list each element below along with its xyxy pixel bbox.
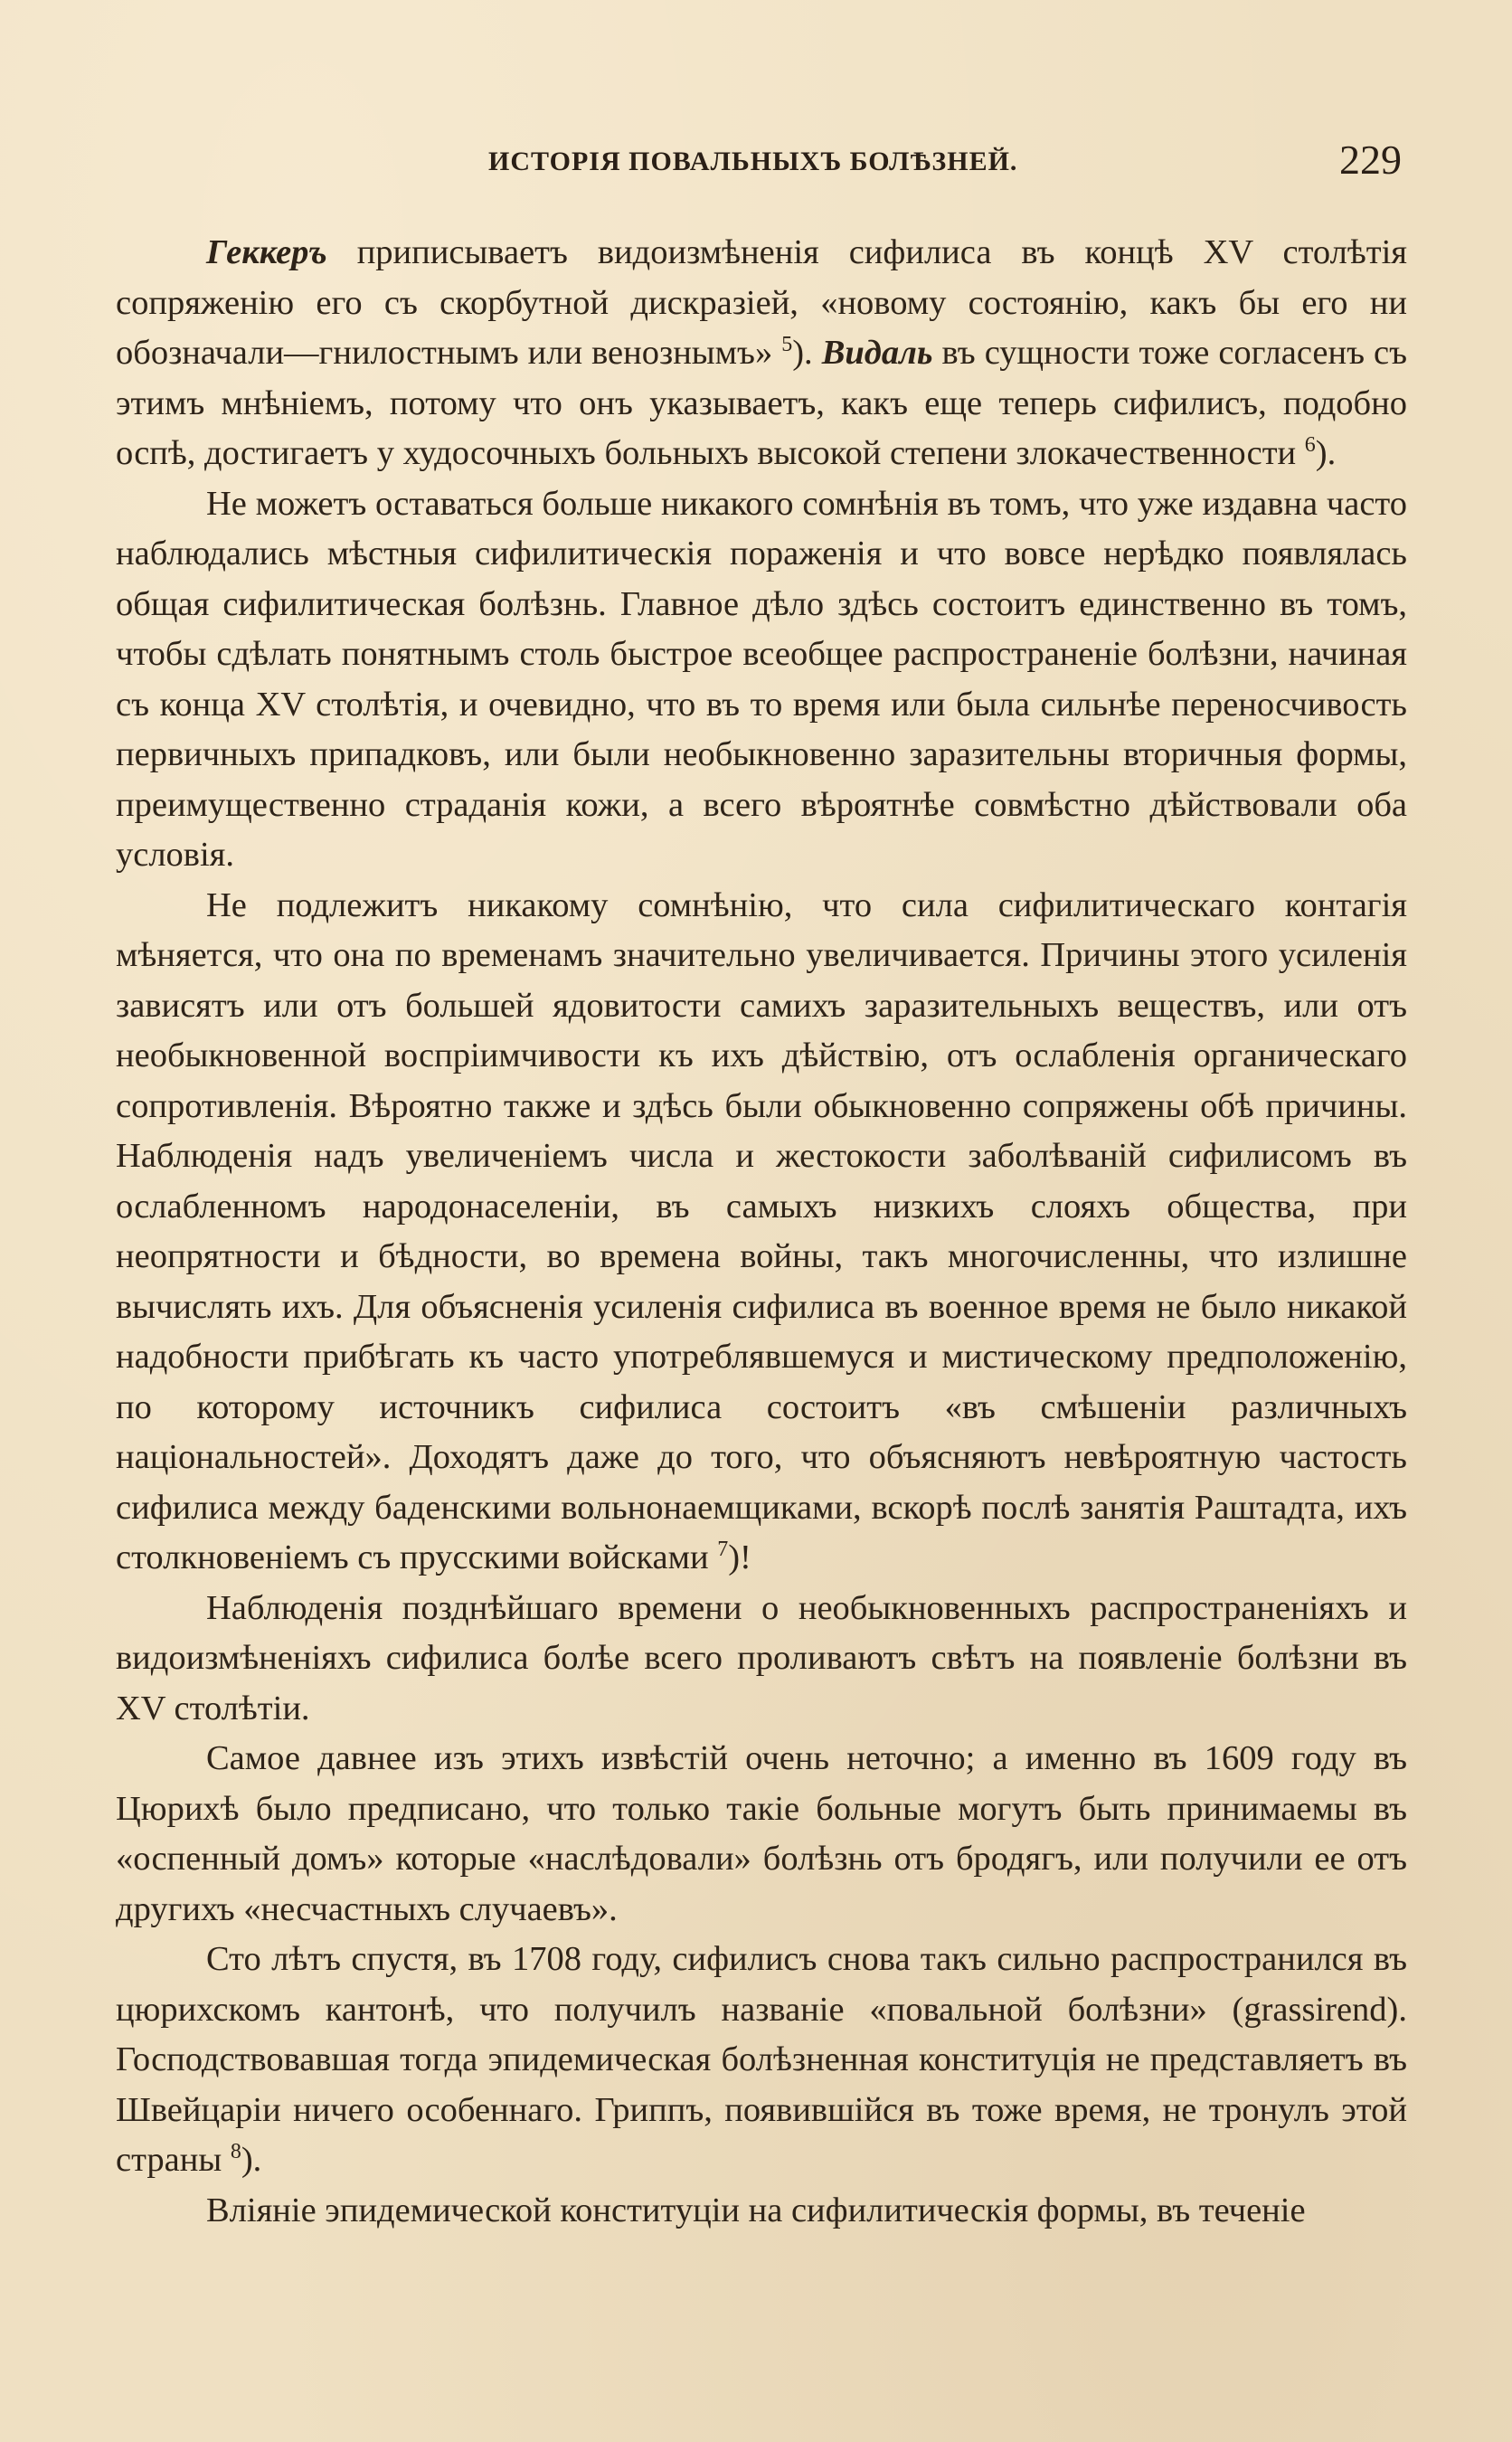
footnote-ref-5: 5: [781, 333, 793, 357]
footnote-ref-7: 7: [717, 1538, 729, 1562]
author-name-hecker: Геккеръ: [206, 233, 327, 271]
paragraph-6: [116, 1935, 1407, 2186]
paragraph-1-text-d: ).: [1315, 434, 1337, 472]
paragraph-2: Не можетъ оставаться больше никакого сомнѣнія въ томъ, что уже издавна часто наблюдались мѣстныя сифилитическія пораженія и что вовсе нерѣдко появлялась общая сифилитическая болѣзнь. Главное дѣло здѣсь состоитъ единственно въ томъ, чтобы сдѣлать понятнымъ столь быстрое всеобщее распространеніе болѣзни, начиная съ конца XV столѣтія, и очевидно, что въ то время или была сильнѣе переносчивость первичныхъ припадковъ, или были необыкновенно заразительны вторичныя формы, преимущественно страданія кожи, а всего вѣроятнѣе совмѣстно дѣйствовали оба условія.: [116, 484, 1407, 874]
paragraph-4: Наблюденія позднѣйшаго времени о необыкновенныхъ распространеніяхъ и видоизмѣненіяхъ сифилиса болѣе всего проливаютъ свѣтъ на появленіе болѣзни въ XV столѣтіи.: [116, 1588, 1407, 1727]
footnote-ref-8: 8: [230, 2140, 241, 2164]
footnote-ref-6: 6: [1304, 433, 1316, 458]
paragraph-6-text-a: Сто лѣтъ спустя, въ 1708 году, сифилисъ снова такъ сильно распространился въ цюрихскомъ кантонѣ, что получилъ названіе «повальной болѣзни» (grassirend). Господствовавшая тогда эпидемическая болѣзненная конституція не представляетъ въ Швейцаріи ничего особеннаго. Гриппъ, появившійся въ тоже время, не тронулъ этой страны: [116, 1940, 1407, 2179]
author-name-vidal: Видаль: [821, 334, 933, 372]
page-header: [118, 136, 1402, 190]
paragraph-3: [116, 881, 1407, 1584]
paragraph-3-text-b: )!: [728, 1538, 751, 1576]
paragraph-3-text-a: Не подлежитъ никакому сомнѣнію, что сила сифилитическаго контагія мѣняется, что она по временамъ значительно увеличивается. Причины этого усиленія зависятъ или отъ большей ядовитости самихъ заразительныхъ веществъ, или отъ необыкновенной воспріимчивости къ ихъ дѣйствію, отъ ослабленія органическаго сопротивленія. Вѣроятно также и здѣсь были обыкновенно сопряжены обѣ причины. Наблюденія надъ увеличеніемъ числа и жестокости заболѣваній сифилисомъ въ ослабленномъ народонаселеніи, въ самыхъ низкихъ слояхъ общества, при неопрятности и бѣдности, во времена войны, такъ многочисленны, что излишне вычислять ихъ. Для объясненія усиленія сифилиса въ военное время не было никакой надобности прибѣгать къ часто употреблявшемуся и мистическому предположенію, по которому источникъ сифилиса состоитъ «въ смѣшеніи различныхъ національностей». Доходятъ даже до того, что объясняютъ невѣроятную частость сифилиса между баденскими вольнонаемщиками, вскорѣ послѣ занятія Раштадта, ихъ столкновеніемъ съ прусскими войсками: [116, 885, 1407, 1576]
body-text: [116, 228, 1407, 2236]
paragraph-5: Самое давнее изъ этихъ извѣстій очень неточно; а именно въ 1609 году въ Цюрихѣ было предписано, что только такіе больные могутъ быть принимаемы въ «оспенный домъ» которые «наслѣдовали» болѣзнь отъ бродягъ, или получили ее отъ другихъ «несчастныхъ случаевъ».: [116, 1739, 1407, 1928]
running-title: ИСТОРІЯ ПОВАЛЬНЫХЪ БОЛѢЗНЕЙ.: [488, 147, 1018, 176]
paragraph-1-text-b: ).: [792, 334, 822, 372]
paragraph-1-text-c: въ сущности тоже согласенъ съ этимъ мнѣніемъ, потому что онъ указываетъ, какъ еще теперь сифилисъ, подобно оспѣ, достигаетъ у худосочныхъ больныхъ высокой степени злокачественности: [116, 334, 1408, 472]
paragraph-1: [116, 228, 1407, 479]
page-number: 229: [1339, 137, 1402, 183]
paragraph-7: Вліяніе эпидемической конституціи на сифилитическія формы, въ теченіе: [206, 2191, 1306, 2229]
paragraph-1-text-a: приписываетъ видоизмѣненія сифилиса въ концѣ XV столѣтія сопряженію его съ скорбутной дискразіей, «новому состоянію, какъ бы его ни обозначали—гнилостнымъ или венознымъ»: [116, 233, 1407, 372]
paragraph-6-text-b: ).: [241, 2141, 262, 2179]
